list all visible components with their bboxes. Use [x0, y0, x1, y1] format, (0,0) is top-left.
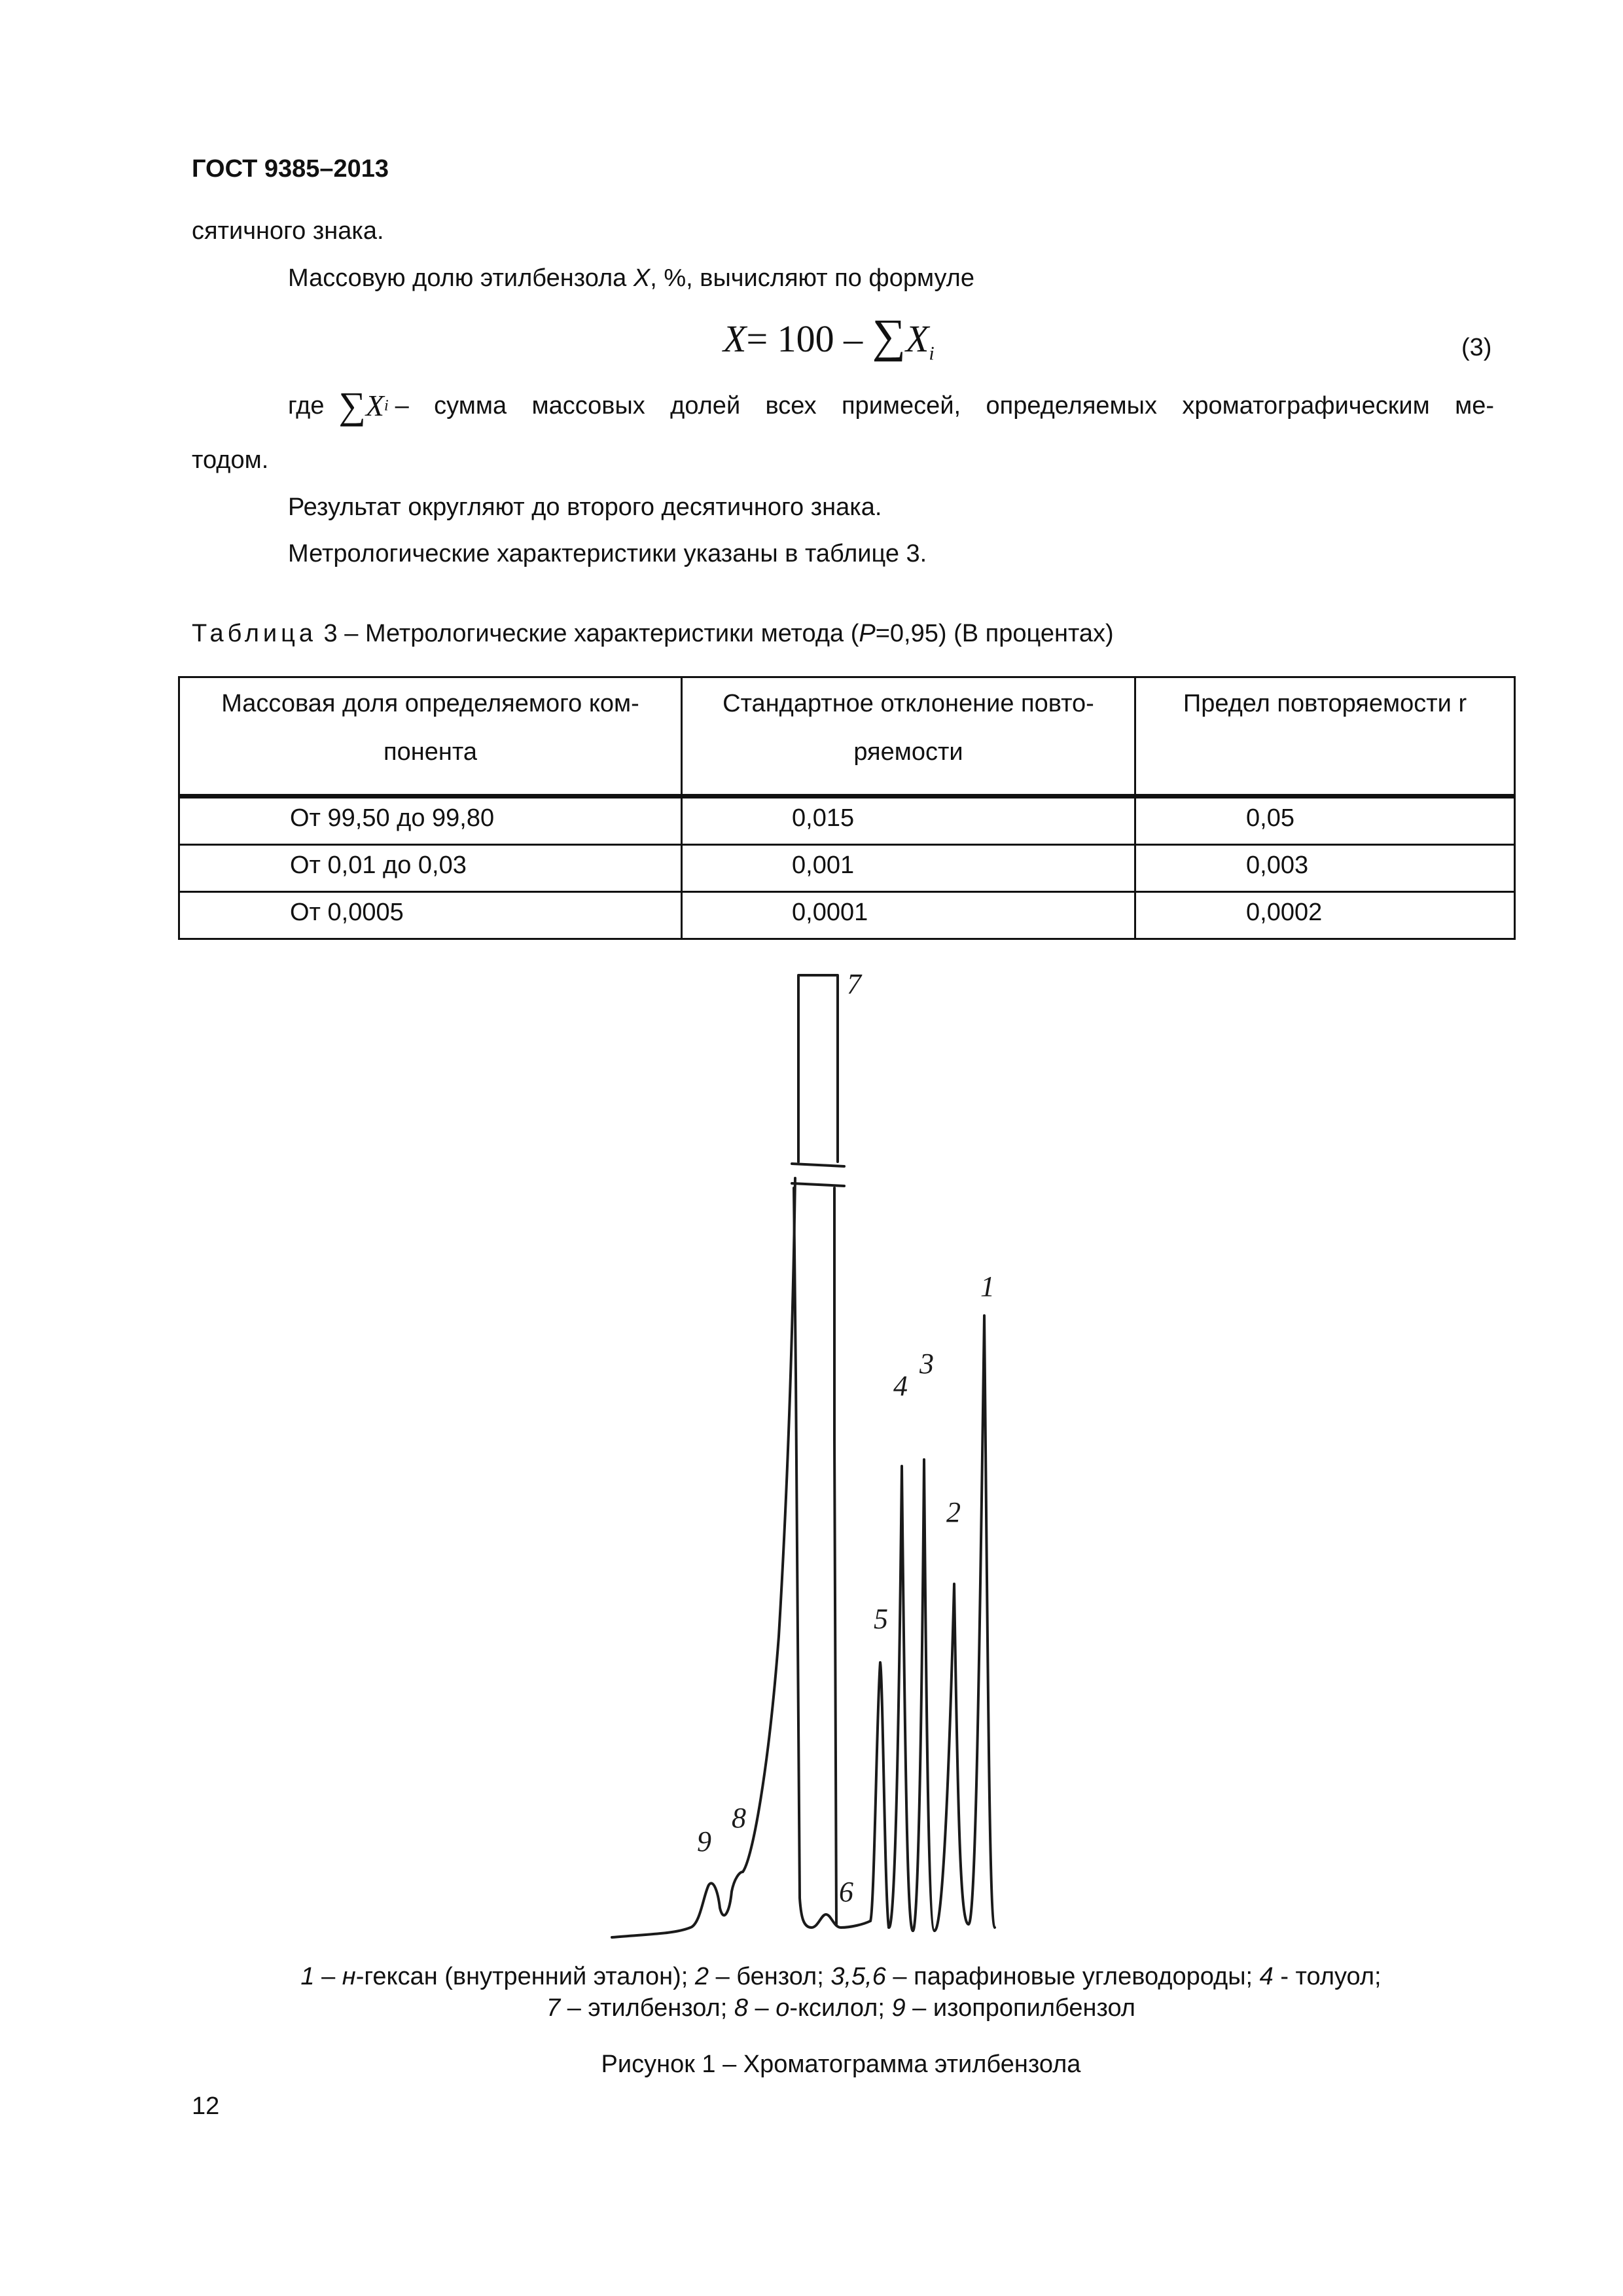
trace-peak7-top-left	[798, 975, 838, 1162]
text-line-continuation: сятичного знака.	[192, 217, 384, 245]
peak-label-2: 2	[946, 1496, 961, 1528]
table-cell: От 0,0005	[179, 892, 682, 939]
table-cell: От 99,50 до 99,80	[179, 797, 682, 845]
peak-label-4: 4	[893, 1370, 908, 1402]
trace-peak7-right	[794, 1188, 812, 1928]
formula-intro-prefix: Массовую долю этилбензола	[288, 264, 633, 292]
formula-number: (3)	[1461, 334, 1492, 361]
trace-peak7-break-bottom	[792, 1183, 844, 1186]
page-number: 12	[192, 2092, 220, 2120]
table-row	[179, 845, 1515, 892]
sum-symbol-inline: ∑	[338, 384, 366, 427]
trace-peak4	[889, 1466, 913, 1931]
table-cell: 0,015	[682, 797, 1135, 845]
legend-segment: - толуол;	[1273, 1963, 1382, 1990]
formula-var: X	[905, 317, 929, 360]
figure-caption: Рисунок 1 – Хроматограмма этилбензола	[601, 2051, 1081, 2078]
legend-segment: – этилбензол;	[560, 1994, 734, 2022]
table-header-row	[179, 677, 1515, 797]
peak-label-8: 8	[732, 1802, 746, 1834]
peak-label-7: 7	[847, 968, 861, 1000]
table-cell: 0,0001	[682, 892, 1135, 939]
legend-segment: –	[314, 1963, 342, 1990]
trace-peak7-break-top	[792, 1164, 844, 1166]
where-description: – сумма массовых долей всех примесей, определяемых хроматографическим ме-	[395, 392, 1494, 420]
table-cell: 0,001	[682, 845, 1135, 892]
legend-segment: – изопропилбензол	[905, 1994, 1135, 2022]
chromatogram-figure	[589, 962, 1047, 1983]
trace-peak6	[812, 1914, 870, 1928]
header-line: Стандартное отклонение повто-	[722, 690, 1094, 717]
legend-segment: 9	[891, 1994, 906, 2022]
header-line: ряемости	[853, 738, 963, 766]
legend-segment: -гексан (внутренний эталон);	[355, 1963, 695, 1990]
legend-line-1	[196, 1961, 1486, 1992]
peak-label-1: 1	[980, 1270, 995, 1302]
trace-peak5	[870, 1662, 889, 1928]
legend-segment: о	[776, 1994, 790, 2022]
legend-segment: 1	[300, 1963, 315, 1990]
where-sub: i	[383, 397, 389, 414]
header-mass-fraction	[179, 677, 682, 797]
legend-segment: -ксилол;	[789, 1994, 892, 2022]
where-continuation: тодом.	[192, 446, 269, 474]
figure-legend	[196, 1961, 1486, 2024]
legend-segment: –	[747, 1994, 776, 2022]
formula-lhs: X	[723, 317, 747, 360]
formula-intro-var: X	[633, 264, 651, 292]
metrology-reference-text: Метрологические характеристики указаны в таблице 3.	[288, 540, 927, 567]
trace-peak1	[969, 1316, 995, 1928]
table-caption-rest-a: 3 – Метрологические характеристики метода (	[317, 620, 859, 647]
trace-peak7-right-inner	[834, 1188, 836, 1924]
legend-segment: 8	[734, 1994, 748, 2022]
peak-label-6: 6	[839, 1876, 853, 1908]
table-cell: 0,003	[1135, 845, 1515, 892]
legend-line-2	[196, 1992, 1486, 2024]
header-std-deviation	[682, 677, 1135, 797]
document-id: ГОСТ 9385–2013	[192, 155, 389, 183]
legend-segment: 4	[1259, 1963, 1274, 1990]
table-caption-rest-b: =0,95) (В процентах)	[875, 620, 1114, 647]
legend-segment: 3,5,6	[830, 1963, 886, 1990]
table-cell: 0,0002	[1135, 892, 1515, 939]
where-word: где	[288, 392, 325, 420]
legend-segment: – бензол;	[709, 1963, 831, 1990]
table-caption-p: P	[859, 620, 876, 647]
legend-segment: – парафиновые углеводороды;	[885, 1963, 1260, 1990]
text-formula-intro	[288, 263, 974, 293]
table-row	[179, 892, 1515, 939]
sum-symbol: ∑	[872, 310, 906, 362]
trace-left-rise	[612, 1178, 795, 1937]
result-rounding-text: Результат округляют до второго десятичного знака.	[288, 493, 882, 521]
table-row	[179, 797, 1515, 845]
where-var: X	[365, 389, 384, 422]
peak-label-3: 3	[919, 1348, 934, 1380]
table-caption-label: Таблица	[192, 620, 317, 647]
legend-segment: 2	[694, 1963, 709, 1990]
formula-eq: = 100 –	[746, 317, 872, 360]
formula-sub: i	[929, 342, 935, 365]
metrology-table	[178, 676, 1516, 940]
formula	[723, 310, 935, 377]
trace-peak2	[935, 1584, 969, 1931]
peak-label-9: 9	[697, 1825, 711, 1857]
header-repeatability-limit	[1135, 677, 1515, 797]
peak-label-5: 5	[874, 1603, 888, 1635]
table-cell: От 0,01 до 0,03	[179, 845, 682, 892]
legend-segment: н	[342, 1963, 356, 1990]
header-line: Предел повторяемости r	[1183, 690, 1467, 717]
trace-peak3	[913, 1460, 935, 1931]
table-cell: 0,05	[1135, 797, 1515, 845]
header-line: Массовая доля определяемого ком-	[221, 690, 639, 717]
legend-segment: 7	[546, 1994, 561, 2022]
formula-intro-suffix: , %, вычисляют по формуле	[650, 264, 974, 292]
where-line	[288, 386, 1494, 425]
table-caption	[192, 619, 1114, 649]
header-line: понента	[383, 738, 477, 766]
